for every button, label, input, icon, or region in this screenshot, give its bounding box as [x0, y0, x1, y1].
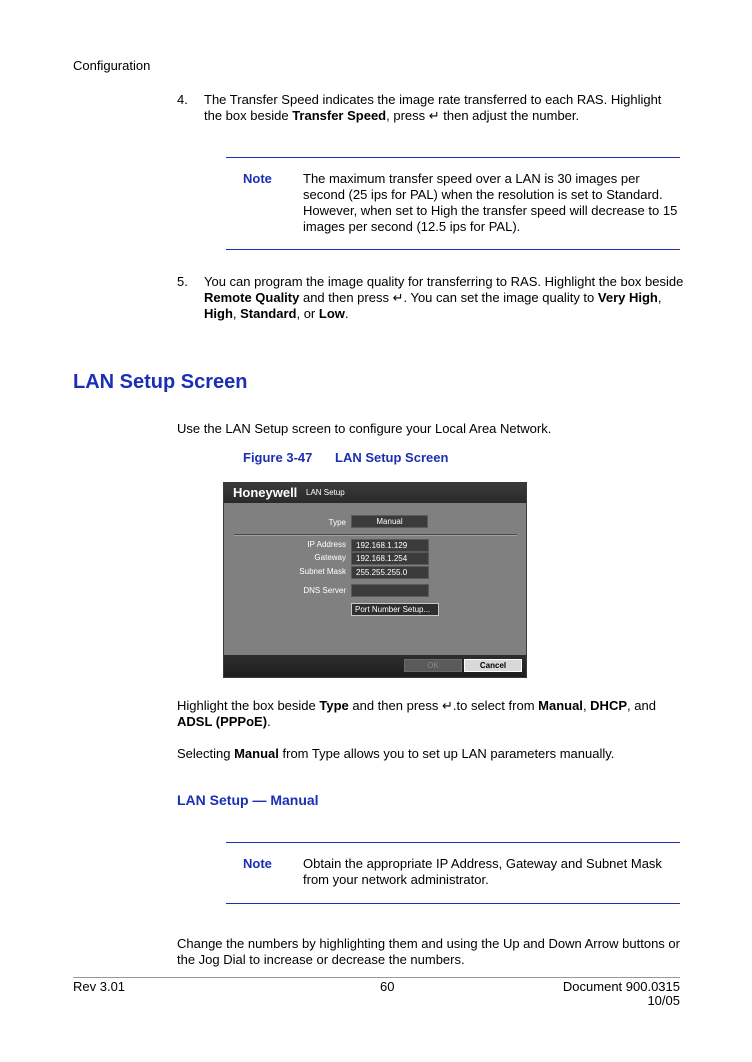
honeywell-logo: Honeywell: [233, 485, 298, 500]
step-text-part: and then press ↵. You can set the image quality to: [299, 290, 598, 305]
note-label: Note: [243, 171, 272, 186]
cancel-button[interactable]: Cancel: [464, 659, 522, 672]
type-paragraph: [177, 698, 677, 730]
text-part: ,: [582, 698, 591, 713]
step-text-part: ,: [232, 306, 241, 321]
subnet-mask-field[interactable]: 255.255.255.0: [351, 566, 429, 579]
footer-document-number: Document 900.0315: [562, 979, 680, 994]
term-transfer-speed: Transfer Speed: [292, 108, 387, 123]
footer-page-number: 60: [380, 979, 395, 994]
note-rule-top: [226, 157, 680, 158]
subsection-title: LAN Setup — Manual: [177, 792, 319, 808]
figure-number: Figure 3-47: [243, 450, 313, 465]
note-rule-bottom: [226, 249, 680, 250]
ip-address-label: IP Address: [307, 540, 346, 549]
subnet-mask-label: Subnet Mask: [299, 567, 346, 576]
text-part: .: [267, 714, 271, 729]
figure-caption: LAN Setup Screen: [335, 450, 449, 465]
note-rule-top: [226, 842, 680, 843]
screen-title-bar: [224, 483, 526, 503]
manual-paragraph: [177, 746, 677, 762]
dns-server-label: DNS Server: [303, 586, 346, 595]
step-text-part: the box beside: [204, 108, 293, 123]
step-text-part: You can program the image quality for transferring to RAS. Highlight the box beside: [204, 274, 684, 289]
note-text: Obtain the appropriate IP Address, Gateway and Subnet Mask from your network administrator.: [303, 856, 662, 887]
term-manual: Manual: [538, 698, 583, 713]
step-text: [204, 92, 679, 124]
screen-divider: [234, 534, 517, 536]
step-text-part: ,: [657, 290, 662, 305]
term-low: Low: [318, 306, 345, 321]
text-part: and then press ↵.to select from: [348, 698, 539, 713]
step-text-line: The Transfer Speed indicates the image rate transferred to each RAS. Highlight: [204, 92, 662, 107]
text-part: Selecting: [177, 746, 235, 761]
text-part: from Type allows you to set up LAN parameters manually.: [278, 746, 615, 761]
step-number: 4.: [177, 92, 188, 107]
gateway-field[interactable]: 192.168.1.254: [351, 552, 429, 565]
gateway-label: Gateway: [314, 553, 346, 562]
port-number-setup-button[interactable]: Port Number Setup...: [351, 603, 439, 616]
step-number: 5.: [177, 274, 188, 289]
footer-date: 10/05: [647, 993, 680, 1008]
intro-paragraph: Use the LAN Setup screen to configure your Local Area Network.: [177, 421, 552, 436]
note-label: Note: [243, 856, 272, 871]
term-high: High: [204, 306, 233, 321]
ip-address-field[interactable]: 192.168.1.129: [351, 539, 429, 552]
running-header: Configuration: [73, 58, 151, 73]
lan-setup-screenshot: [223, 482, 527, 678]
text-part: , and: [627, 698, 656, 713]
ok-button[interactable]: OK: [404, 659, 462, 672]
note-rule-bottom: [226, 903, 680, 904]
step-4: [177, 92, 677, 126]
term-very-high: Very High: [597, 290, 658, 305]
footer-rule: [73, 977, 680, 978]
step-5: [177, 274, 684, 324]
term-remote-quality: Remote Quality: [204, 290, 300, 305]
term-adsl: ADSL (PPPoE): [177, 714, 268, 729]
type-dropdown[interactable]: Manual: [351, 515, 428, 528]
step-text-part: .: [344, 306, 349, 321]
term-dhcp: DHCP: [590, 698, 628, 713]
term-type: Type: [319, 698, 349, 713]
screen-title: LAN Setup: [306, 488, 345, 497]
step-text: [204, 274, 684, 322]
change-paragraph: Change the numbers by highlighting them and using the Up and Down Arrow buttons or the Jog Dial to increase or decrease the numbers.: [177, 936, 680, 967]
step-text-part: , press ↵ then adjust the number.: [386, 108, 580, 123]
dns-server-field[interactable]: [351, 584, 429, 597]
step-text-part: , or: [296, 306, 319, 321]
term-manual: Manual: [234, 746, 279, 761]
note-text: The maximum transfer speed over a LAN is 30 images per second (25 ips for PAL) when the resolution is set to Standard. However, when set to High the transfer speed will decrease to 15 images per second (12.5 ips for PAL).: [303, 171, 678, 234]
term-standard: Standard: [240, 306, 297, 321]
section-title: LAN Setup Screen: [73, 371, 248, 393]
text-part: Highlight the box beside: [177, 698, 320, 713]
type-label: Type: [328, 518, 346, 527]
footer-revision: Rev 3.01: [73, 979, 126, 994]
